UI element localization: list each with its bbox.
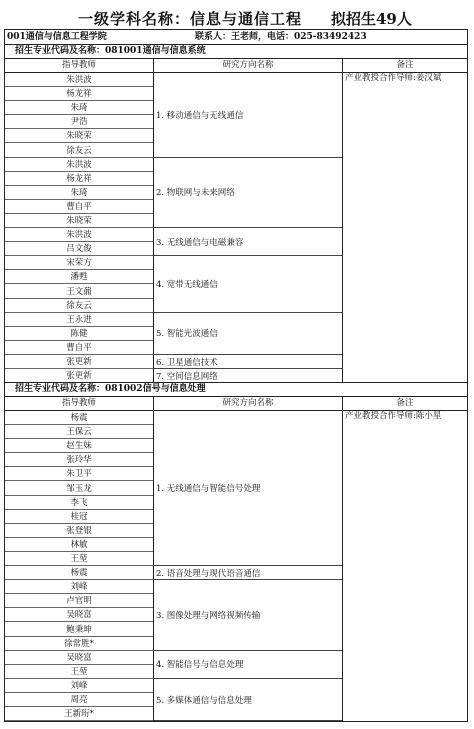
teacher-cell: 朱洪波: [5, 158, 153, 172]
teacher-cell: 王永进: [5, 313, 153, 327]
research-direction-cell: 2. 语音处理与现代语音通信: [154, 566, 342, 580]
teacher-cell: 王保云: [5, 425, 153, 439]
column-divider: [342, 59, 343, 382]
teacher-cell: 张更新: [5, 355, 153, 369]
department-name: 001通信与信息工程学院: [7, 32, 107, 42]
teacher-cell: 杨龙祥: [5, 87, 153, 101]
teacher-cell: 宋荣方: [5, 256, 153, 270]
major-note: 产业教授合作导师:陈小星: [345, 411, 442, 421]
teacher-cell: 徐友云: [5, 299, 153, 313]
teacher-cell: 林敏: [5, 538, 153, 552]
teacher-cell: 卢官明: [5, 594, 153, 608]
research-direction-cell: 3. 图像处理与网络视频传输: [154, 580, 342, 651]
major-section: [5, 397, 467, 721]
research-direction-cell: 1. 移动通信与无线通信: [154, 73, 342, 158]
teacher-cell: 吕文俊: [5, 242, 153, 256]
col-header-direction: 研究方向名称: [222, 398, 274, 408]
teacher-cell: 张登银: [5, 524, 153, 538]
major-section: [5, 59, 467, 382]
research-direction-cell: 1. 无线通信与智能信号处理: [154, 411, 342, 566]
teacher-cell: 吴晓富: [5, 608, 153, 622]
teacher-cell: 刘峰: [5, 679, 153, 693]
major-header: [5, 45, 467, 58]
col-header-teacher: 指导教师: [61, 60, 96, 70]
teacher-cell: 潘甦: [5, 270, 153, 284]
col-header-note: 备注: [396, 398, 414, 408]
teacher-cell: 曹自平: [5, 200, 153, 214]
teacher-cell: 王新珩*: [5, 707, 153, 721]
department-row: [5, 30, 467, 44]
research-direction-cell: 5. 智能光波通信: [154, 313, 342, 355]
teacher-cell: 周亮: [5, 693, 153, 707]
teacher-cell: 徐常胜*: [5, 637, 153, 651]
enrollment-quota: 拟招生49人: [331, 10, 412, 28]
research-direction-cell: 2. 物联网与未来网络: [154, 158, 342, 229]
teacher-cell: 尹浩: [5, 115, 153, 129]
teacher-cell: 刘峰: [5, 580, 153, 594]
col-header-direction: 研究方向名称: [222, 60, 274, 70]
program-table: [4, 29, 468, 722]
teacher-cell: 邹玉龙: [5, 482, 153, 496]
col-header-teacher: 指导教师: [61, 398, 96, 408]
page-title-bar: [0, 8, 474, 28]
major-note: 产业教授合作导师:姜汉斌: [345, 73, 442, 83]
research-direction-cell: 5. 多媒体通信与信息处理: [154, 679, 342, 721]
teacher-cell: 吴晓富: [5, 651, 153, 665]
teacher-cell: 杨震: [5, 566, 153, 580]
research-direction-cell: 4. 智能信号与信息处理: [154, 651, 342, 679]
teacher-cell: 朱琦: [5, 101, 153, 115]
teacher-cell: 桂冠: [5, 510, 153, 524]
teacher-cell: 赵生妹: [5, 439, 153, 453]
teacher-cell: 张更新: [5, 369, 153, 383]
teacher-cell: 王堃: [5, 552, 153, 566]
major-label: 招生专业代码及名称：081001通信与信息系统: [15, 46, 206, 56]
col-header-note: 备注: [396, 60, 414, 70]
teacher-cell: 杨龙祥: [5, 172, 153, 186]
research-direction-cell: 6. 卫星通信技术: [154, 355, 342, 369]
page-title: 一级学科名称：信息与通信工程: [78, 10, 303, 28]
research-direction-cell: 3. 无线通信与电磁兼容: [154, 228, 342, 256]
teacher-cell: 王堃: [5, 665, 153, 679]
teacher-cell: 朱琦: [5, 186, 153, 200]
teacher-cell: 鲍秉坤: [5, 623, 153, 637]
major-header: [5, 383, 467, 396]
teacher-cell: 朱晓荣: [5, 214, 153, 228]
department-contact: 联系人：王老师，电话：025-83492423: [195, 32, 367, 42]
major-label: 招生专业代码及名称：081002信号与信息处理: [15, 384, 206, 394]
teacher-cell: 朱洪波: [5, 228, 153, 242]
teacher-cell: 张玲华: [5, 453, 153, 467]
teacher-cell: 王文鼐: [5, 285, 153, 299]
teacher-cell: 李飞: [5, 496, 153, 510]
research-direction-cell: 7. 空间信息网络: [154, 369, 342, 383]
teacher-cell: 朱晓荣: [5, 129, 153, 143]
column-divider: [342, 397, 343, 721]
research-direction-cell: 4. 宽带无线通信: [154, 256, 342, 312]
teacher-cell: 陈健: [5, 327, 153, 341]
teacher-cell: 朱洪波: [5, 73, 153, 87]
teacher-cell: 徐友云: [5, 144, 153, 158]
teacher-cell: 曹自平: [5, 341, 153, 355]
teacher-cell: 朱卫平: [5, 467, 153, 481]
teacher-cell: 杨震: [5, 411, 153, 425]
